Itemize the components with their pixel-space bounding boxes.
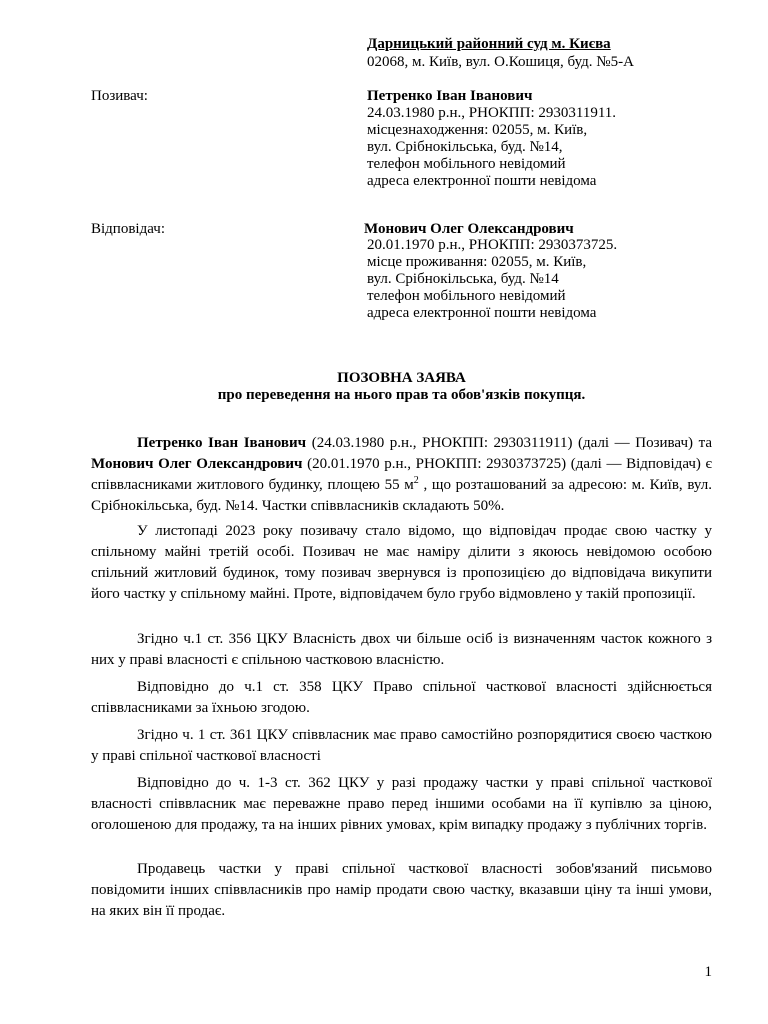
plaintiff-name: Петренко Іван Іванович <box>367 88 533 104</box>
defendant-line: місце проживання: 02055, м. Київ, <box>367 254 587 270</box>
plaintiff-line: 24.03.1980 р.н., РНОКПП: 2930311911. <box>367 105 617 121</box>
court-name: Дарницький районний суд м. Києва <box>367 36 611 52</box>
intro-text: (20.01.1970 р.н., РНОКПП: 2930373725) (далі — Відповідач) є співвласниками житлового будинку, площею 55 м <box>91 456 712 493</box>
court-address: 02068, м. Київ, вул. О.Кошиця, буд. №5-А <box>367 54 634 70</box>
defendant-role-label: Відповідач: <box>91 221 165 237</box>
body-paragraph <box>91 773 712 836</box>
paragraph-text: У листопаді 2023 року позивачу стало відомо, що відповідач продає свою частку у спільному майні третій особі. Позивач не має наміру ділити з якоюсь невідомою особою спільний житловий будинок, тому позивач звернувся із пропозицією до відповідача викупити його частку у спільному майні. Проте, відповідачем було грубо відмовлено у такій пропозиції. <box>91 523 712 602</box>
paragraph-text: Згідно ч. 1 ст. 361 ЦКУ співвласник має право самостійно розпорядитися своєю часткою у праві спільної часткової власності <box>91 727 712 764</box>
body-paragraph <box>91 629 712 671</box>
plaintiff-line: телефон мобільного невідомий <box>367 156 566 172</box>
document-subtitle: про переведення на нього прав та обов'язків покупця. <box>217 387 586 403</box>
defendant-line: 20.01.1970 р.н., РНОКПП: 2930373725. <box>367 237 618 253</box>
defendant-line: адреса електронної пошти невідома <box>367 305 597 321</box>
paragraph-text: Відповідно до ч. 1-3 ст. 362 ЦКУ у разі продажу частки у праві спільної часткової власності співвласник має переважне право перед іншими особами на її купівлю за ціною, оголошеною для продажу, та на інших рівних умовах, крім випадку продажу з публічних торгів. <box>91 775 712 833</box>
body-paragraph <box>91 725 712 767</box>
body-paragraph <box>91 859 712 922</box>
plaintiff-line: вул. Срібнокільська, буд. №14, <box>367 139 563 155</box>
intro-name-plaintiff: Петренко Іван Іванович <box>137 435 307 451</box>
page-number: 1 <box>704 964 712 980</box>
defendant-line: телефон мобільного невідомий <box>367 288 566 304</box>
area-exponent: 2 <box>413 475 419 486</box>
intro-paragraph <box>91 433 712 517</box>
plaintiff-role-label: Позивач: <box>91 88 148 104</box>
paragraph-text: Продавець частки у праві спільної часткової власності зобов'язаний письмово повідомити інших співвласників про намір продати свою частку, вказавши ціну та інші умови, на яких він її продає. <box>91 861 712 919</box>
body-paragraph <box>91 677 712 719</box>
body-paragraph <box>91 521 712 605</box>
intro-text: , що розташований за адресою: м. Київ, вул. Срібнокільська, буд. №14. Частки співвласників складають 50%. <box>91 477 712 514</box>
defendant-line: вул. Срібнокільська, буд. №14 <box>367 271 559 287</box>
defendant-name: Монович Олег Олександрович <box>364 221 574 237</box>
plaintiff-line: адреса електронної пошти невідома <box>367 173 597 189</box>
document-title: ПОЗОВНА ЗАЯВА <box>337 370 466 386</box>
intro-text: (24.03.1980 р.н., РНОКПП: 2930311911) (далі — Позивач) та <box>306 435 712 451</box>
intro-name-defendant: Монович Олег Олександрович <box>91 456 303 472</box>
paragraph-text: Згідно ч.1 ст. 356 ЦКУ Власність двох чи більше осіб із визначенням часток кожного з них у праві власності є спільною частковою власністю. <box>91 631 712 668</box>
plaintiff-line: місцезнаходження: 02055, м. Київ, <box>367 122 588 138</box>
paragraph-text: Відповідно до ч.1 ст. 358 ЦКУ Право спільної часткової власності здійснюється співвласниками за їхньою згодою. <box>91 679 712 716</box>
